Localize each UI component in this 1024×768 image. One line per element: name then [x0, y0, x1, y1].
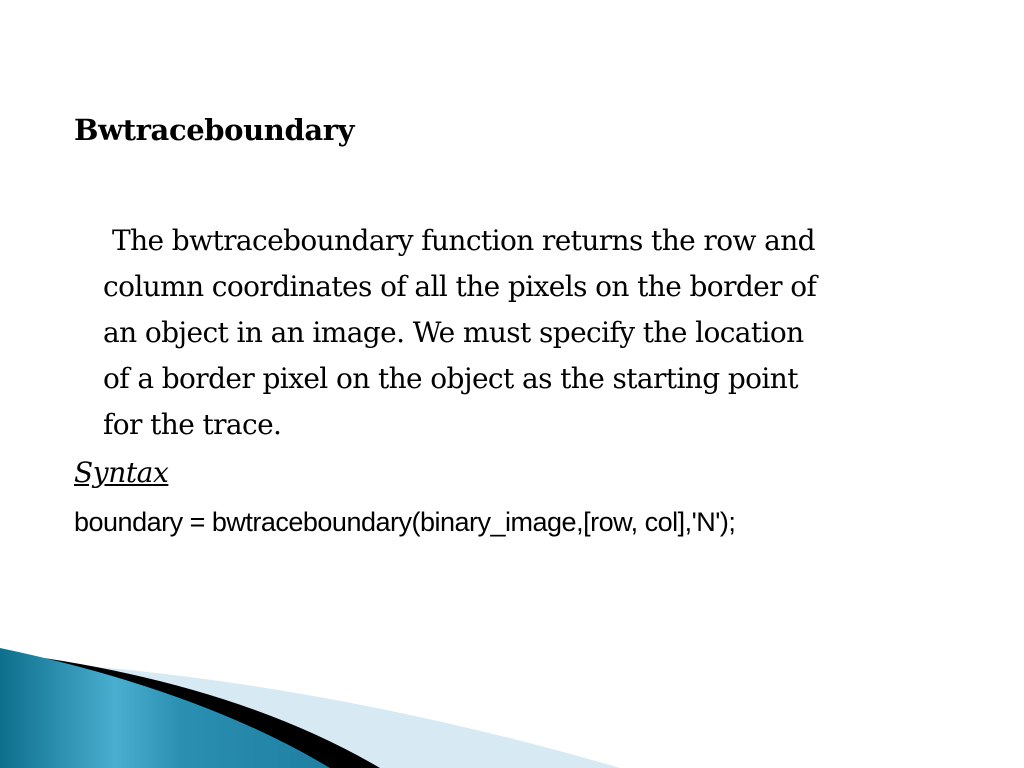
- slide-title: Bwtraceboundary: [74, 113, 355, 147]
- description-paragraph: [103, 218, 983, 448]
- syntax-label: Syntax: [74, 456, 169, 489]
- paragraph-line: an object in an image. We must specify the location: [103, 316, 804, 349]
- decorative-footer-swoosh: [0, 640, 1024, 768]
- paragraph-line: The bwtraceboundary function returns the row and: [112, 224, 815, 257]
- code-example: boundary = bwtraceboundary(binary_image,[row, col],'N');: [74, 507, 736, 537]
- paragraph-line: column coordinates of all the pixels on the border of: [103, 270, 817, 303]
- paragraph-line: for the trace.: [103, 408, 282, 441]
- paragraph-line: of a border pixel on the object as the starting point: [103, 362, 798, 395]
